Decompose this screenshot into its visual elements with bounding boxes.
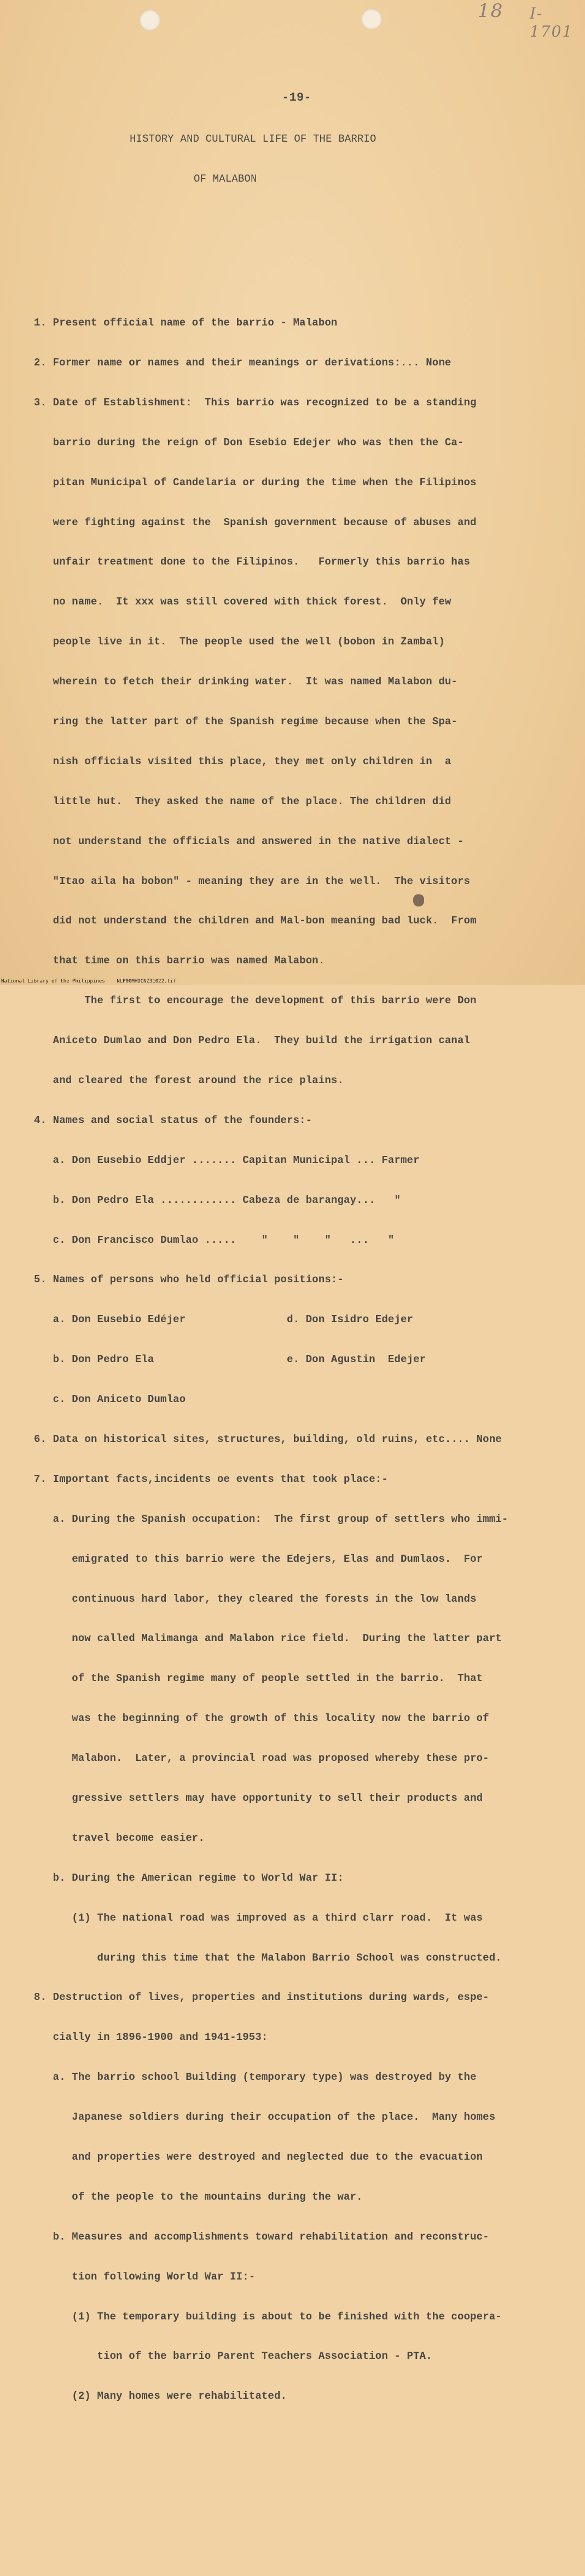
text-line: tion of the barrio Parent Teachers Association - PTA. xyxy=(34,2350,432,2363)
text-line: was the beginning of the growth of this locality now the barrio of xyxy=(34,1712,489,1725)
text-line: a. The barrio school Building (temporary type) was destroyed by the xyxy=(34,2071,477,2084)
text-line: 2. Former name or names and their meanings or derivations:... None xyxy=(34,356,451,369)
page-number: -19- xyxy=(282,90,311,104)
text-line: travel become easier. xyxy=(34,1831,205,1844)
text-line: a. Don Eusebio Edéjer d. Don Isidro Edejer xyxy=(34,1313,414,1326)
punch-hole-left xyxy=(140,10,160,31)
text-line: 5. Names of persons who held official positions:- xyxy=(34,1274,344,1286)
text-line: 4. Names and social status of the founders:- xyxy=(34,1114,312,1126)
text-line: c. Don Francisco Dumlao ..... " " " ... " xyxy=(34,1234,395,1246)
text-line: c. Don Aniceto Dumlao xyxy=(34,1393,186,1406)
handwritten-ref-number: I-1701 xyxy=(530,4,574,40)
text-line: 7. Important facts,incidents oe events that took place:- xyxy=(34,1473,388,1485)
text-line: unfair treatment done to the Filipinos. Formerly this barrio has xyxy=(34,556,471,568)
text-line: of the Spanish regime many of people settled in the barrio. That xyxy=(34,1672,483,1685)
text-line: a. During the Spanish occupation: The first group of settlers who immi- xyxy=(34,1513,508,1525)
document-body xyxy=(34,289,554,2549)
text-line: 3. Date of Establishment: This barrio was recognized to be a standing xyxy=(34,396,477,409)
text-line xyxy=(34,2429,554,2443)
text-line: (1) The temporary building is about to be finished with the coopera- xyxy=(34,2310,502,2323)
text-line: people live in it. The people used the well (bobon in Zambal) xyxy=(34,636,445,648)
text-line: Aniceto Dumlao and Don Pedro Ela. They build the irrigation canal xyxy=(34,1034,471,1047)
text-line: "Itao aila ha bobon" - meaning they are in the well. The visitors xyxy=(34,875,471,887)
text-line: The first to encourage the development of this barrio were Don xyxy=(34,995,477,1007)
text-line: b. Don Pedro Ela e. Don Agustin Edejer xyxy=(34,1353,426,1366)
text-line: (2) Many homes were rehabilitated. xyxy=(34,2390,287,2403)
text-line: barrio during the reign of Don Esebio Edejer who was then the Ca- xyxy=(34,436,464,449)
text-line: tion following World War II:- xyxy=(34,2270,256,2283)
text-line: continuous hard labor, they cleared the forests in the low lands xyxy=(34,1592,477,1605)
text-line: 6. Data on historical sites, structures, building, old ruins, etc.... None xyxy=(34,1433,502,1445)
ink-blot xyxy=(413,894,424,906)
punch-hole-right xyxy=(361,9,382,30)
archive-footer: National Library of the Philippines NLP00MHDCNZ31022.tif xyxy=(1,979,176,984)
text-line: pitan Municipal of Candelaria or during the time when the Filipinos xyxy=(34,476,477,489)
document-subtitle: OF MALABON xyxy=(194,173,257,185)
text-line: during this time that the Malabon Barrio School was constructed. xyxy=(34,1951,502,1964)
handwritten-page-number: 18 xyxy=(478,0,504,22)
text-line: b. During the American regime to World War II: xyxy=(34,1871,344,1884)
text-line: not understand the officials and answered in the native dialect - xyxy=(34,835,464,847)
text-line: (1) The national road was improved as a third clarr road. It was xyxy=(34,1911,483,1924)
text-line: 1. Present official name of the barrio - Malabon xyxy=(34,317,338,329)
document-title: HISTORY AND CULTURAL LIFE OF THE BARRIO xyxy=(130,133,377,146)
text-line: and properties were destroyed and neglected due to the evacuation xyxy=(34,2151,483,2164)
text-line: now called Malimanga and Malabon rice field. During the latter part xyxy=(34,1632,502,1645)
text-line: a. Don Eusebio Eddjer ....... Capitan Municipal ... Farmer xyxy=(34,1154,420,1166)
text-line: no name. It xxx was still covered with thick forest. Only few xyxy=(34,596,451,608)
text-line: did not understand the children and Mal-bon meaning bad luck. From xyxy=(34,915,477,927)
text-line: ring the latter part of the Spanish regime because when the Spa- xyxy=(34,715,457,728)
typed-document xyxy=(34,63,554,2576)
text-line: gressive settlers may have opportunity to sell their products and xyxy=(34,1792,483,1804)
text-line: Japanese soldiers during their occupation of the place. Many homes xyxy=(34,2111,496,2124)
text-line: b. Don Pedro Ela ............ Cabeza de barangay... " xyxy=(34,1194,401,1206)
text-line: little hut. They asked the name of the place. The children did xyxy=(34,795,451,807)
text-line xyxy=(34,2469,554,2482)
text-line: emigrated to this barrio were the Edejers, Elas and Dumlaos. For xyxy=(34,1552,483,1565)
text-line: that time on this barrio was named Malabon. xyxy=(34,955,325,967)
text-line: b. Measures and accomplishments toward rehabilitation and reconstruc- xyxy=(34,2230,489,2243)
text-line: cially in 1896-1900 and 1941-1953: xyxy=(34,2031,268,2044)
text-line: 8. Destruction of lives, properties and institutions during wards, espe- xyxy=(34,1991,489,2004)
text-line: of the people to the mountains during the war. xyxy=(34,2190,363,2203)
text-line: were fighting against the Spanish government because of abuses and xyxy=(34,516,477,528)
text-line: and cleared the forest around the rice plains. xyxy=(34,1074,344,1086)
text-line: Malabon. Later, a provincial road was proposed whereby these pro- xyxy=(34,1752,489,1765)
text-line xyxy=(34,2509,554,2522)
text-line: nish officials visited this place, they met only children in a xyxy=(34,755,451,767)
text-line: wherein to fetch their drinking water. It was named Malabon du- xyxy=(34,676,457,688)
